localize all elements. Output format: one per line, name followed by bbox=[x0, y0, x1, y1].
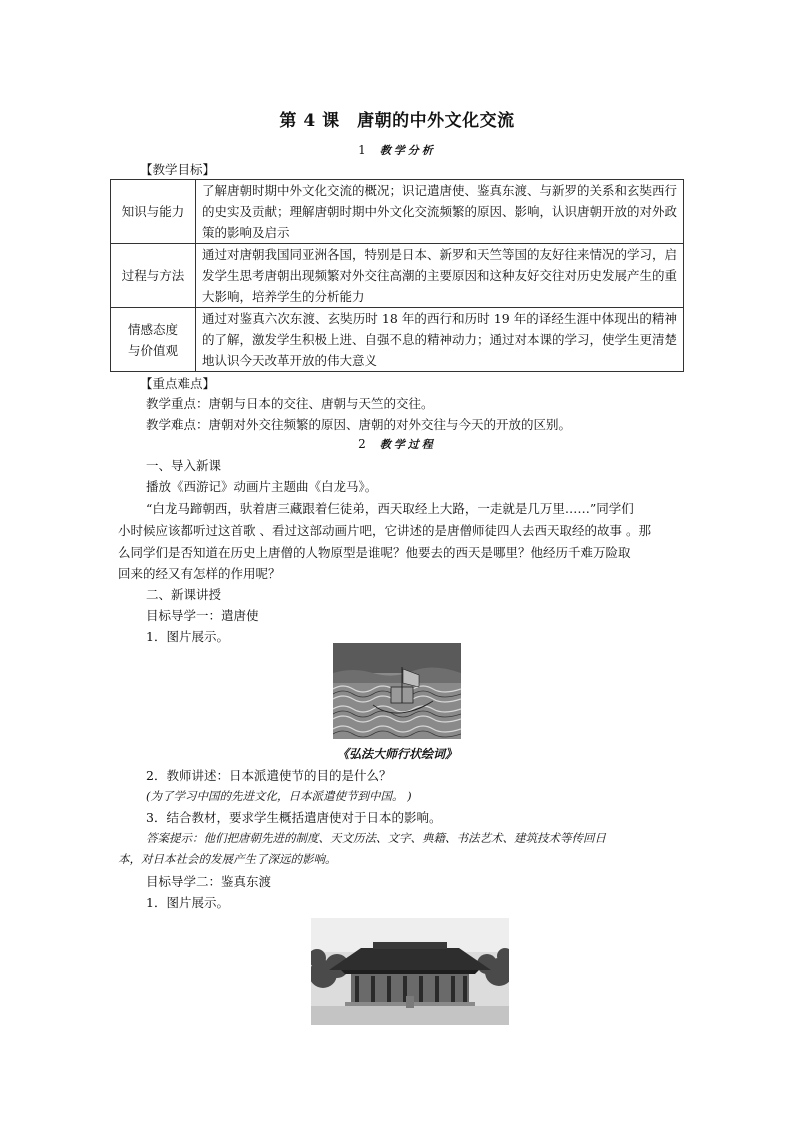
goal-value: 通过对唐朝我国同亚洲各国，特别是日本、新罗和天竺等国的友好往来情况的学习，启发学生思考唐朝出现频繁对外交往高潮的主要原因和这种友好交往对历史发展产生的重大影响，培养学生的分析能力 bbox=[196, 244, 684, 308]
step-1-1: 1．图片展示。 bbox=[146, 629, 229, 644]
key-point: 教学重点：唐朝与日本的交往、唐朝与天竺的交往。 bbox=[146, 396, 434, 411]
target-1-heading: 目标导学一：遣唐使 bbox=[146, 608, 259, 623]
section-label: 教学分析 bbox=[379, 144, 436, 157]
table-row bbox=[111, 308, 684, 372]
table-row bbox=[111, 180, 684, 244]
intro-line: 播放《西游记》动画片主题曲《白龙马》。 bbox=[146, 479, 378, 494]
kobo-daishi-scroll-image bbox=[333, 643, 461, 739]
goal-key: 情感态度 与价值观 bbox=[111, 308, 196, 372]
section-number: 2 bbox=[358, 437, 366, 451]
section-number: 1 bbox=[358, 143, 366, 157]
goal-value: 通过对鉴真六次东渡、玄奘历时 18 年的西行和历时 19 年的译经生涯中体现出的精神的了解，激发学生积极上进、自强不息的精神动力；通过对本课的学习，使学生更清楚地认识今天改革开放的伟大意义 bbox=[196, 308, 684, 372]
table-row bbox=[111, 244, 684, 308]
teaching-goals-table bbox=[110, 179, 684, 372]
section-label: 教学过程 bbox=[379, 438, 436, 451]
intro-paragraph-line: 么同学们是否知道在历史上唐僧的人物原型是谁呢？他要去的西天是哪里？他经历千难万险取 bbox=[118, 545, 631, 560]
difficulty: 教学难点：唐朝对外交往频繁的原因、唐朝的对外交往与今天的开放的区别。 bbox=[146, 417, 572, 432]
keypoints-label: 【重点难点】 bbox=[140, 376, 216, 391]
goals-label: 【教学目标】 bbox=[140, 162, 216, 177]
step-1-3: 3．结合教材，要求学生概括遣唐使对于日本的影响。 bbox=[146, 810, 442, 825]
intro-paragraph-line: “白龙马蹄朝西，驮着唐三藏跟着仨徒弟，西天取经上大路，一走就是几万里……”同学们 bbox=[146, 501, 634, 516]
goal-key: 知识与能力 bbox=[111, 180, 196, 244]
answer-1-3-line: 答案提示：他们把唐朝先进的制度、天文历法、文字、典籍、书法艺术、建筑技术等传回日 bbox=[146, 831, 606, 845]
answer-1-2: (为了学习中国的先进文化，日本派遣使节到中国。 ) bbox=[146, 789, 412, 803]
target-2-heading: 目标导学二：鉴真东渡 bbox=[146, 874, 272, 889]
step-1-2: 2．教师讲述：日本派遣使节的目的是什么？ bbox=[146, 768, 392, 783]
answer-1-3-line: 本，对日本社会的发展产生了深远的影响。 bbox=[118, 852, 337, 866]
goal-key: 过程与方法 bbox=[111, 244, 196, 308]
intro-paragraph-line: 小时候应该都听过这首歌 、看过这部动画片吧，它讲述的是唐僧师徒四人去西天取经的故事 。那 bbox=[118, 523, 651, 538]
part1-heading: 一、导入新课 bbox=[146, 458, 222, 473]
image-1-caption: 《弘法大师行状绘词》 bbox=[336, 747, 457, 761]
part2-heading: 二、新课讲授 bbox=[146, 587, 222, 602]
toshodaiji-temple-image bbox=[311, 918, 509, 1025]
page-title: 第 4 课 唐朝的中外文化交流 bbox=[279, 111, 515, 131]
section-heading-process bbox=[0, 436, 794, 452]
intro-paragraph-line: 回来的经又有怎样的作用呢？ bbox=[118, 566, 281, 581]
section-heading-analysis bbox=[0, 142, 794, 158]
goal-value: 了解唐朝时期中外文化交流的概况；识记遣唐使、鉴真东渡、与新罗的关系和玄奘西行的史实及贡献；理解唐朝时期中外文化交流频繁的原因、影响，认识唐朝开放的对外政策的影响及启示 bbox=[196, 180, 684, 244]
step-2-1: 1．图片展示。 bbox=[146, 895, 229, 910]
